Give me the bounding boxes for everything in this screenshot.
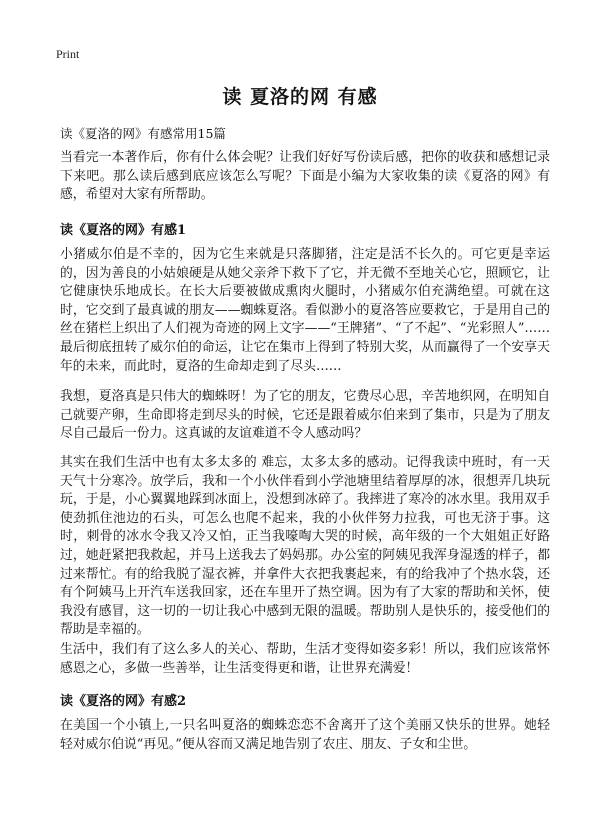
page-title: 读 夏洛的网 有感 xyxy=(222,86,378,108)
section1-paragraph-4: 生活中，我们有了这么多人的关心、帮助，生活才变得如姿多彩！所以，我们应该常怀感恩之心，多做一些善举，让生活变得更和谐，让世界充满爱！ xyxy=(60,642,550,676)
document-subtitle: 读《夏洛的网》有感常用15篇 xyxy=(60,126,226,141)
section-heading-2: 读《夏洛的网》有感2 xyxy=(60,694,187,709)
section1-paragraph-3: 其实在我们生活中也有太多太多的 难忘，太多太多的感动。记得我读中班时，有一天天气十分寒冷。放学后，我和一个小伙伴看到小学池塘里结着厚厚的冰，很想弄几块玩玩，于是，小心翼翼地踩到冰面上，没想到冰碎了。我摔进了寒冷的冰水里。我用双手使劲抓住池边的石头，可怎么也爬不起来，我的小伙伴努力拉我，可也无济于事。这时，刺骨的冰水令我又冷又怕，正当我嚎啕大哭的时候，高年级的一个大姐姐正好路过，她赶紧把我救起，并马上送我去了妈妈那。办公室的阿姨见我浑身湿透的样子，都过来帮忙。有的给我脱了湿衣裤，并拿件大衣把我裹起来，有的给我冲了个热水袋，还有个阿姨马上开汽车送我回家，还在车里开了热空调。因为有了大家的帮助和关怀，使我没有感冒，这一切的一切让我心中感到无限的温暖。帮助别人是快乐的，接受他们的帮助是幸福的。 xyxy=(60,455,550,638)
section1-paragraph-2: 我想，夏洛真是只伟大的蜘蛛呀！为了它的朋友，它费尽心思，辛苦地织网，在明知自己就要产卵，生命即将走到尽头的时候，它还是跟着威尔伯来到了集市，只是为了朋友尽自己最后一份力。这真诚的友谊难道不令人感动吗？ xyxy=(60,389,550,442)
section2-paragraph-1: 在美国一个小镇上,一只名叫夏洛的蜘蛛恋恋不舍离开了这个美丽又快乐的世界。她轻轻对威尔伯说“再见。”便从容而又满足地告别了农庄、朋友、子女和尘世。 xyxy=(60,718,550,752)
section1-paragraph-1: 小猪威尔伯是不幸的，因为它生来就是只落脚猪，注定是活不长久的。可它更是幸运的，因为善良的小姑娘硬是从她父亲斧下救下了它，并无微不至地关心它，照顾它，让它健康快乐地成长。在长大后要被做成熏肉火腿时，小猪威尔伯充满绝望。可就在这时，它交到了最真诚的朋友——蜘蛛夏洛。看似渺小的夏洛答应要救它，于是用自己的丝在猪栏上织出了人们视为奇迹的网上文字——“王牌猪”、“了不起”、“光彩照人”……最后彻底扭转了威尔伯的命运，让它在集市上得到了特别大奖，从而赢得了一个安享天年的未来，而此时，夏洛的生命却走到了尽头…… xyxy=(60,247,550,374)
intro-paragraph: 当看完一本著作后，你有什么体会呢？让我们好好写份读后感，把你的收获和感想记录下来吧。那么读后感到底应该怎么写呢？下面是小编为大家收集的读《夏洛的网》有感，希望对大家有所帮助。 xyxy=(60,150,550,203)
section-heading-1: 读《夏洛的网》有感1 xyxy=(60,223,187,238)
print-label: Print xyxy=(56,47,80,61)
